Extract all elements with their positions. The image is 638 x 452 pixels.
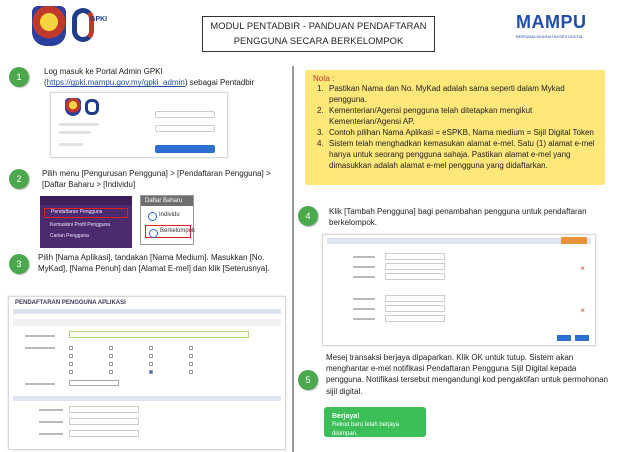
daftar-baharu-screenshot: [140, 195, 194, 245]
form-input-field: [69, 406, 139, 413]
page-title: [202, 16, 435, 52]
form-label: [25, 383, 55, 385]
form-label: [39, 433, 63, 435]
jata-negara-icon: [32, 6, 66, 46]
nota-item-number: 3.: [317, 128, 324, 137]
menu-screenshot-header: [40, 196, 132, 205]
form-select-field: [69, 380, 119, 386]
step-badge-5: 5: [298, 370, 318, 390]
form-input-field: [69, 418, 139, 425]
checkbox: [149, 346, 153, 350]
form-title: PENDAFTARAN PENGGUNA APLIKASI: [15, 300, 126, 306]
gpki-six-icon: [72, 8, 94, 42]
nota-list: [313, 83, 597, 171]
column-divider: [292, 66, 294, 452]
success-toast-title: Berjaya!: [332, 413, 360, 420]
gpki-emblem: [72, 8, 112, 48]
success-toast-message: Rekod baru telah berjaya disimpan.: [332, 422, 400, 437]
checkbox: [149, 362, 153, 366]
form-label: [25, 335, 55, 337]
step-5-text: Mesej transaksi berjaya dipaparkan. Klik OK untuk tutup. Sistem akan menghantar e-mel notifikasi Pendaftaran Pengguna Sijil Digital kepada pengguna. Notifikasi tersebut mengandungi kod pengaktifan untuk permohonan sijil digital.: [326, 353, 608, 396]
step-badge-3: 3: [9, 254, 29, 274]
step-3-text: Pilih [Nama Aplikasi], tandakan [Nama Medium]. Masukkan [No. MyKad], [Nama Penuh] dan [Alamat E-mel] dan klik [Seterusnya].: [38, 253, 270, 274]
nota-item-number: 4.: [317, 139, 324, 148]
menu-item-kemaskini: Kemaskini Profil Pengguna: [50, 222, 111, 228]
form-label: [39, 409, 63, 411]
checkbox: [69, 370, 73, 374]
mampu-logo: [516, 12, 616, 42]
form-input-field: [385, 295, 445, 302]
form-input-field: [385, 315, 445, 322]
nota-title: Nota :: [313, 74, 335, 83]
nota-item-text: Contoh pilihan Nama Aplikasi = eSPKB, Nama medium = Sijil Digital Token: [329, 128, 594, 137]
title-line-1: MODUL PENTADBIR - PANDUAN PENDAFTARAN: [210, 21, 427, 31]
form-input-field: [385, 273, 445, 280]
nota-item: [313, 138, 597, 171]
form-label: [25, 347, 55, 349]
option-individu: Individu: [145, 209, 191, 222]
checkbox-checked: [149, 370, 153, 374]
login-placeholder-line: [59, 123, 99, 126]
form-label: [39, 421, 63, 423]
submit-button: [557, 335, 571, 341]
tambah-pengguna-button: [561, 237, 587, 244]
daftar-baharu-header: Daftar Baharu: [141, 196, 193, 206]
success-toast: [324, 407, 426, 437]
mampu-wordmark: MAMPU: [516, 12, 587, 32]
login-crest-icon: [65, 98, 81, 116]
login-gpki-icon: [85, 99, 99, 115]
application-form-screenshot: [8, 296, 286, 450]
form-label: [353, 298, 375, 300]
checkbox: [189, 370, 193, 374]
step-badge-1: 1: [9, 67, 29, 87]
form-label: [353, 318, 375, 320]
next-button: [575, 335, 589, 341]
nota-item-number: 1.: [317, 84, 324, 93]
menu-item-pendaftaran: Pendaftaran Pengguna: [44, 208, 128, 218]
step-1-text-before: Log masuk ke Portal Admin GPKI (: [44, 67, 163, 88]
checkbox: [189, 362, 193, 366]
checkbox: [69, 354, 73, 358]
nota-item: [313, 127, 597, 138]
tambah-pengguna-screenshot: [322, 234, 596, 346]
mampu-tagline: BERSAMA KEARAH AKSES DIGITAL: [516, 34, 584, 39]
step-badge-2: 2: [9, 169, 29, 189]
form-input-field: [385, 253, 445, 260]
checkbox: [109, 346, 113, 350]
nota-item-number: 2.: [317, 106, 324, 115]
step-1-text: [44, 66, 284, 88]
login-username-input: [155, 111, 215, 118]
checkbox: [109, 370, 113, 374]
gpki-logo: [32, 4, 112, 50]
nota-item-text: Sistem telah menghadkan kemasukan alamat e-mel. Satu (1) alamat e-mel hanya untuk seorang pengguna sahaja. Pastikan alamat e-mel yang dimasukkan adalah alamat e-mel pengguna yang didaftarkan.: [329, 139, 595, 170]
step-2-text: Pilih menu [Pengurusan Pengguna] > [Pendaftaran Pengguna] > [Daftar Baharu > [Individu]: [42, 169, 271, 190]
step-1-text-after: ) sebagai Pentadbir: [184, 78, 255, 88]
checkbox: [109, 362, 113, 366]
title-line-2: PENGGUNA SECARA BERKELOMPOK: [233, 36, 404, 46]
form-row: [13, 319, 281, 326]
gpki-logo-text: GPKI: [90, 16, 108, 23]
remove-icon: ×: [580, 306, 585, 315]
menu-screenshot: [40, 196, 132, 248]
login-button: [155, 145, 215, 153]
form-input-field: [385, 263, 445, 270]
menu-item-carian: Carian Pengguna: [50, 233, 89, 239]
form-select-field: [69, 331, 249, 338]
remove-icon: ×: [580, 264, 585, 273]
step-4-text: Klik [Tambah Pengguna] bagi penambahan pengguna untuk pendaftaran berkelompok.: [329, 207, 587, 228]
checkbox: [189, 354, 193, 358]
form-section-bar: [13, 309, 281, 314]
checkbox: [149, 354, 153, 358]
option-berkelompok: Berkelompok: [145, 225, 191, 238]
form-label: [353, 266, 375, 268]
checkbox: [109, 354, 113, 358]
nota-box: [305, 70, 605, 185]
checkbox: [69, 362, 73, 366]
form-section-bar: [13, 396, 281, 401]
form-input-field: [385, 305, 445, 312]
checkbox: [189, 346, 193, 350]
nota-item: [313, 83, 597, 105]
form-input-field: [69, 430, 139, 437]
checkbox: [69, 346, 73, 350]
nota-item: [313, 105, 597, 127]
form-label: [353, 308, 375, 310]
gpki-admin-link[interactable]: https://gpki.mampu.gov.my/gpki_admin: [46, 78, 185, 88]
step-badge-4: 4: [298, 206, 318, 226]
form-label: [353, 256, 375, 258]
login-password-input: [155, 125, 215, 132]
login-placeholder-line: [59, 143, 83, 146]
form-section-bar: [327, 238, 591, 244]
login-placeholder-line: [59, 131, 91, 134]
nota-item-text: Kementerian/Agensi pengguna telah ditetapkan mengikut Kementerian/Agensi AP.: [329, 106, 533, 126]
login-screenshot: [50, 92, 228, 158]
form-label: [353, 276, 375, 278]
nota-item-text: Pastikan Nama dan No. MyKad adalah sama seperti dalam Mykad pengguna.: [329, 84, 565, 104]
